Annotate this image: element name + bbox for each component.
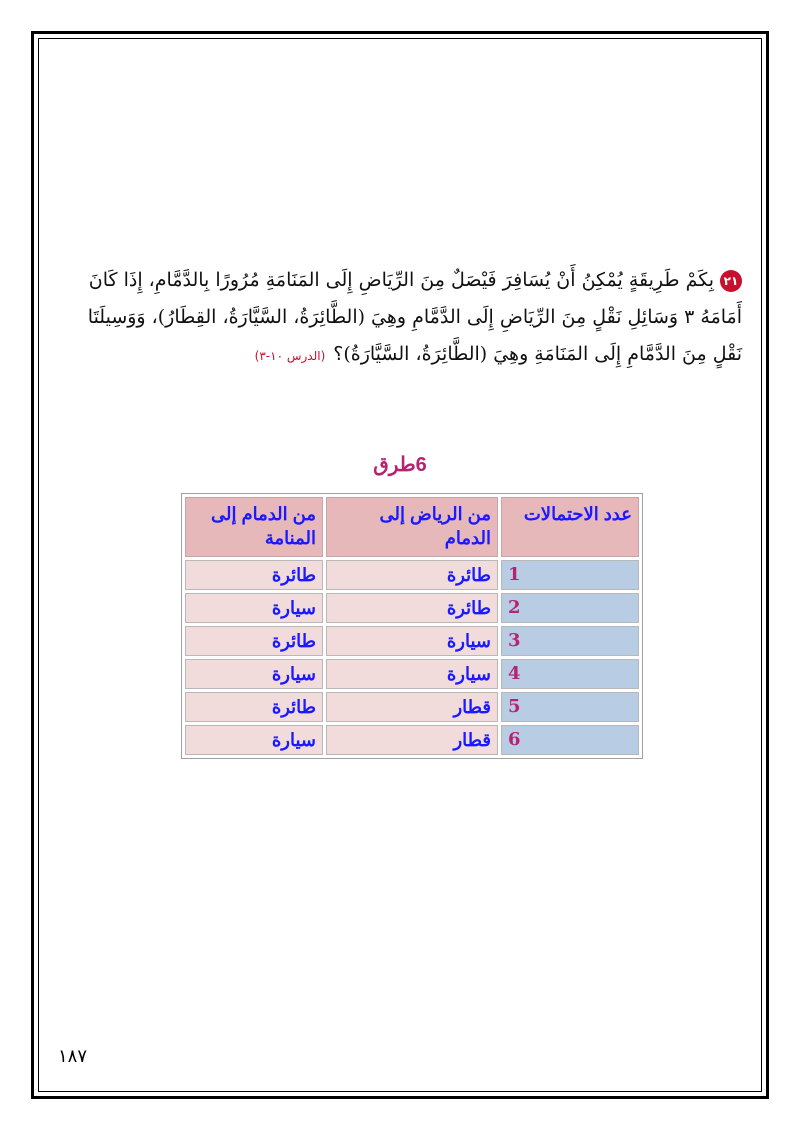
header-riyadh-dammam: من الرياض إلى الدمام <box>326 497 498 557</box>
riyadh-dammam-mode: قطار <box>326 725 498 755</box>
row-number: 1 <box>501 560 639 590</box>
table-row <box>185 626 639 656</box>
question-block <box>74 262 742 375</box>
page-number: ١٨٧ <box>58 1046 88 1067</box>
table-row <box>185 725 639 755</box>
header-outcome-count: عدد الاحتمالات <box>501 497 639 557</box>
riyadh-dammam-mode: طائرة <box>326 593 498 623</box>
row-number: 4 <box>501 659 639 689</box>
table-row <box>185 659 639 689</box>
question-number-badge: ٢١ <box>720 270 742 292</box>
lesson-reference: (الدرس ١٠-٣) <box>254 349 326 363</box>
header-dammam-manama: من الدمام إلى المنامة <box>185 497 323 557</box>
table-header-row <box>185 497 639 557</box>
outcomes-table <box>181 493 643 759</box>
row-number: 5 <box>501 692 639 722</box>
riyadh-dammam-mode: سيارة <box>326 626 498 656</box>
dammam-manama-mode: سيارة <box>185 593 323 623</box>
riyadh-dammam-mode: طائرة <box>326 560 498 590</box>
dammam-manama-mode: طائرة <box>185 692 323 722</box>
dammam-manama-mode: طائرة <box>185 626 323 656</box>
row-number: 2 <box>501 593 639 623</box>
table-row <box>185 560 639 590</box>
dammam-manama-mode: طائرة <box>185 560 323 590</box>
ways-count-title: 6طرق <box>373 454 427 476</box>
dammam-manama-mode: سيارة <box>185 659 323 689</box>
table-row <box>185 593 639 623</box>
question-text: بِكَمْ طَرِيقَةٍ يُمْكِنُ أَنْ يُسَافِرَ فَيْصَلٌ مِنَ الرِّيَاضِ إِلَى المَنَامَةِ مُرُورًا بِالدَّمَّامِ، إِذَا كَانَ أَمَامَهُ ٣ وَسَائِلِ نَقْلٍ مِنَ الرِّيَاضِ إِلَى الدَّمَّامِ وهِيَ (الطَّائِرَةُ، السَّيَّارَةُ، القِطَارُ)، وَوَسِيلَتَا نَقْلٍ مِنَ الدَّمَّامِ إِلَى المَنَامَةِ وهِيَ (الطَّائِرَةُ، السَّيَّارَةُ)؟ <box>87 269 742 365</box>
table-row <box>185 692 639 722</box>
riyadh-dammam-mode: سيارة <box>326 659 498 689</box>
row-number: 6 <box>501 725 639 755</box>
row-number: 3 <box>501 626 639 656</box>
riyadh-dammam-mode: قطار <box>326 692 498 722</box>
dammam-manama-mode: سيارة <box>185 725 323 755</box>
